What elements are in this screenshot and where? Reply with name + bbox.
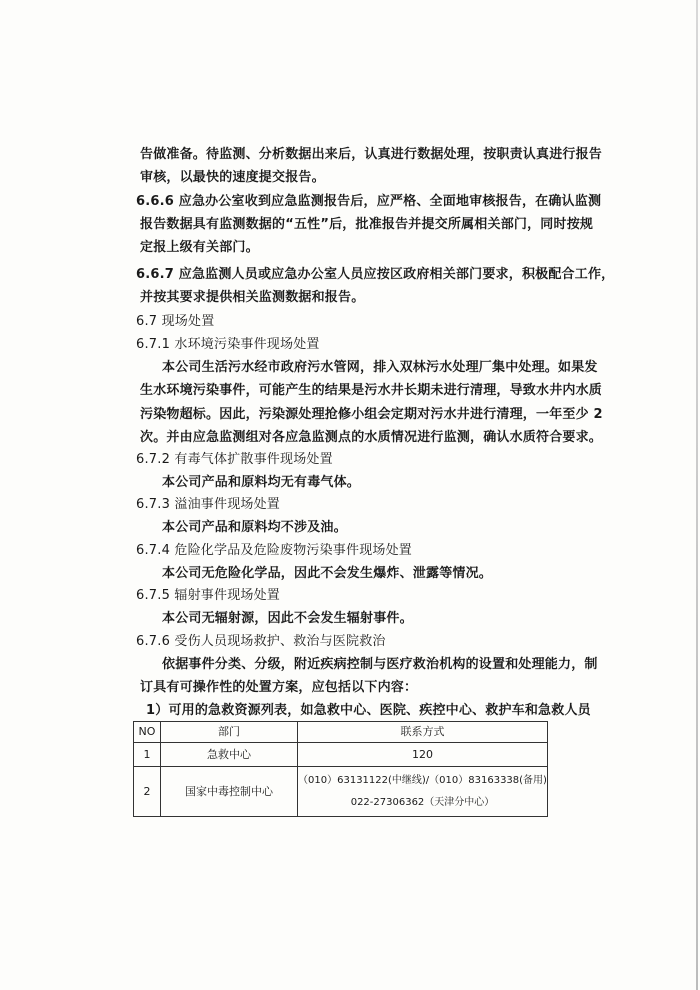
- section-6-6-6: 6.6.6 应急办公室收到应急监测报告后，应严格、全面地审核报告，在确认监测: [136, 194, 602, 209]
- paragraph-line: 报告数据具有监测数据的“五性”后，批准报告并提交所属相关部门，同时按规: [140, 217, 594, 232]
- section-6-7-4-heading: 6.7.4 危险化学品及危险废物污染事件现场处置: [136, 543, 413, 558]
- table-header-row: [134, 722, 548, 743]
- section-6-7-1-heading: 6.7.1 水环境污染事件现场处置: [136, 337, 320, 352]
- scan-edge: [696, 0, 698, 990]
- paragraph-line: 本公司产品和原料均不涉及油。: [162, 520, 347, 535]
- paragraph-line: 本公司生活污水经市政府污水管网，排入双林污水处理厂集中处理。如果发: [162, 360, 598, 375]
- table-row: [134, 767, 548, 817]
- paragraph-line: 生水环境污染事件，可能产生的结果是污水井长期未进行清理，导致水井内水质: [140, 383, 603, 398]
- section-6-7-2-heading: 6.7.2 有毒气体扩散事件现场处置: [136, 452, 333, 467]
- section-6-7-heading: 6.7 现场处置: [136, 314, 215, 329]
- paragraph-line: 并按其要求提供相关监测数据和报告。: [140, 290, 365, 305]
- cell-no: 1: [134, 743, 161, 767]
- table-row: [134, 743, 548, 767]
- paragraph-line: 本公司无危险化学品，因此不会发生爆炸、泄露等情况。: [162, 566, 493, 581]
- cell-contact: 120: [298, 743, 548, 767]
- paragraph-line: 污染物超标。因此，污染源处理抢修小组会定期对污水井进行清理，一年至少 2: [140, 407, 603, 422]
- cell-no: 2: [134, 767, 161, 817]
- contact-line: （010）63131122(中继线)/（010）83163338(备用): [298, 774, 547, 786]
- paragraph-line: 告做准备。待监测、分析数据出来后，认真进行数据处理，按职责认真进行报告: [140, 147, 603, 162]
- paragraph-line: 审核，以最快的速度提交报告。: [140, 170, 325, 185]
- cell-dept: 急救中心: [161, 743, 298, 767]
- section-6-7-6-heading: 6.7.6 受伤人员现场救护、救治与医院救治: [136, 634, 386, 649]
- paragraph-line: 本公司无辐射源，因此不会发生辐射事件。: [162, 611, 413, 626]
- section-6-6-7: 6.6.7 应急监测人员或应急办公室人员应按区政府相关部门要求，积极配合工作，: [136, 267, 615, 282]
- header-no: NO: [134, 722, 161, 743]
- section-6-7-5-heading: 6.7.5 辐射事件现场处置: [136, 588, 281, 603]
- paragraph-line: 次。并由应急监测组对各应急监测点的水质情况进行监测，确认水质符合要求。: [140, 430, 603, 445]
- section-6-7-3-heading: 6.7.3 溢油事件现场处置: [136, 497, 281, 512]
- paragraph-line: 定报上级有关部门。: [140, 240, 259, 255]
- paragraph-line: 依据事件分类、分级，附近疾病控制与医疗救治机构的设置和处理能力，制: [162, 657, 598, 672]
- contact-line: 022-27306362（天津分中心）: [350, 796, 495, 808]
- cell-contact: [298, 767, 548, 817]
- emergency-resources-table: [133, 721, 548, 817]
- header-contact: 联系方式: [298, 722, 548, 743]
- cell-dept: 国家中毒控制中心: [161, 767, 298, 817]
- header-dept: 部门: [161, 722, 298, 743]
- paragraph-line: 订具有可操作性的处置方案，应包括以下内容：: [140, 680, 418, 695]
- list-item-line: 1）可用的急救资源列表，如急救中心、医院、疾控中心、救护车和急救人员: [146, 703, 591, 718]
- paragraph-line: 本公司产品和原料均无有毒气体。: [162, 475, 361, 490]
